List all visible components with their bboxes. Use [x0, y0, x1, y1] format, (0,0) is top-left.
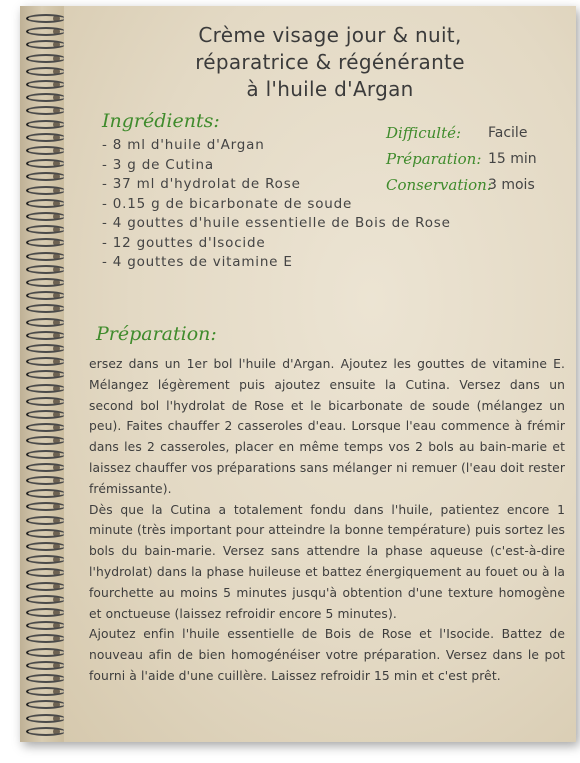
spiral-ring — [26, 621, 66, 630]
title-line-1: Crème visage jour & nuit, — [198, 23, 462, 47]
spiral-ring — [26, 634, 66, 643]
spiral-ring — [26, 106, 66, 115]
spiral-ring — [26, 476, 66, 485]
spiral-ring — [26, 120, 66, 129]
spiral-ring — [26, 542, 66, 551]
spiral-ring — [26, 172, 66, 181]
spiral-ring — [26, 450, 66, 459]
spiral-ring — [26, 648, 66, 657]
spiral-ring — [26, 595, 66, 604]
ingredients-heading: Ingrédients: — [102, 110, 220, 132]
spiral-ring — [26, 661, 66, 670]
spiral-ring — [26, 714, 66, 723]
spiral-ring — [26, 304, 66, 313]
preparation-time-label: Préparation: — [386, 150, 482, 168]
spiral-ring — [26, 212, 66, 221]
spiral-ring — [26, 54, 66, 63]
spiral-ring — [26, 727, 66, 736]
title-line-3: à l'huile d'Argan — [246, 77, 414, 101]
spiral-ring — [26, 27, 66, 36]
spiral-ring — [26, 133, 66, 142]
spiral-ring — [26, 331, 66, 340]
spiral-ring — [26, 489, 66, 498]
recipe-title — [110, 22, 550, 103]
spiral-ring — [26, 529, 66, 538]
difficulty-row — [386, 120, 537, 146]
spiral-ring — [26, 502, 66, 511]
spiral-ring — [26, 568, 66, 577]
ingredient-item: - 37 ml d'hydrolat de Rose — [102, 176, 301, 192]
spiral-ring — [26, 700, 66, 709]
spiral-ring — [26, 397, 66, 406]
spiral-ring — [26, 318, 66, 327]
spiral-ring — [26, 608, 66, 617]
spiral-ring — [26, 146, 66, 155]
spiral-ring — [26, 463, 66, 472]
conservation-value: 3 mois — [488, 177, 535, 193]
spiral-ring — [26, 67, 66, 76]
spiral-ring — [26, 687, 66, 696]
spiral-ring — [26, 252, 66, 261]
spiral-ring — [26, 357, 66, 366]
ingredient-item: - 12 gouttes d'Isocide — [102, 234, 266, 251]
preparation-heading: Préparation: — [96, 323, 217, 345]
conservation-row — [386, 172, 537, 198]
spiral-ring — [26, 384, 66, 393]
spiral-ring — [26, 80, 66, 89]
title-line-2: réparatrice & régénérante — [195, 50, 465, 74]
spiral-ring — [26, 225, 66, 234]
preparation-paragraph: Dès que la Cutina a totalement fondu dans l'huile, patientez encore 1 minute (très important pour atteindre la bonne température) puis sortez les bols du bain-marie. Versez sans attendre la phase aqueuse (c'est-à-dire l'hydrolat) dans la phase huileuse et battez énergiquement au fouet ou à la fourchette au moins 5 minutes jusqu'à obtention d'une texture homogène et onctueuse (laissez refroidir encore 5 minutes). — [89, 502, 565, 621]
ingredient-item: - 4 gouttes d'huile essentielle de Bois de Rose — [102, 215, 451, 231]
spiral-ring — [26, 159, 66, 168]
spiral-ring — [26, 344, 66, 353]
spiral-ring — [26, 186, 66, 195]
spiral-ring — [26, 93, 66, 102]
preparation-time-value: 15 min — [488, 151, 537, 167]
difficulty-label: Difficulté: — [386, 124, 462, 142]
spiral-ring — [26, 238, 66, 247]
spiral-ring — [26, 291, 66, 300]
spiral-ring — [26, 40, 66, 49]
spiral-ring — [26, 370, 66, 379]
spiral-ring — [26, 423, 66, 432]
spiral-ring — [26, 410, 66, 419]
spiral-ring — [26, 14, 66, 23]
ingredient-item: - 0.15 g de bicarbonate de soude — [102, 195, 353, 212]
preparation-time-row — [386, 146, 537, 172]
spiral-ring — [26, 265, 66, 274]
spiral-ring — [26, 199, 66, 208]
recipe-meta — [386, 120, 537, 198]
notebook-spine — [20, 6, 64, 742]
spiral-ring — [26, 674, 66, 683]
ingredient-item: - 8 ml d'huile d'Argan — [102, 137, 265, 153]
spiral-ring — [26, 582, 66, 591]
preparation-paragraph: ersez dans un 1er bol l'huile d'Argan. Ajoutez les gouttes de vitamine E. Mélangez légèrement puis ajoutez ensuite la Cutina. Versez dans un second bol l'hydrolat de Rose et le bicarbonate de soude (mélangez un peu). Faites chauffer 2 casseroles d'eau. Lorsque l'eau commence à frémir dans les 2 casseroles, placer en même temps vos 2 bols au bain-marie et laissez chauffer vos préparations sans mélanger ni remuer (l'eau doit rester frémissante). — [89, 357, 565, 496]
preparation-text — [89, 354, 565, 687]
difficulty-value: Facile — [488, 125, 528, 141]
ingredient-item: - 4 gouttes de vitamine E — [102, 254, 293, 270]
conservation-label: Conservation: — [386, 176, 492, 194]
preparation-paragraph: Ajoutez enfin l'huile essentielle de Bois de Rose et l'Isocide. Battez de nouveau afin de bien homogénéiser votre préparation. Versez dans le pot fourni à l'aide d'une cuillère. Laissez refroidir 15 min et c'est prêt. — [89, 627, 565, 683]
spiral-ring — [26, 555, 66, 564]
ingredient-item: - 3 g de Cutina — [102, 156, 214, 173]
spiral-ring — [26, 278, 66, 287]
spiral-ring — [26, 436, 66, 445]
spiral-ring — [26, 516, 66, 525]
